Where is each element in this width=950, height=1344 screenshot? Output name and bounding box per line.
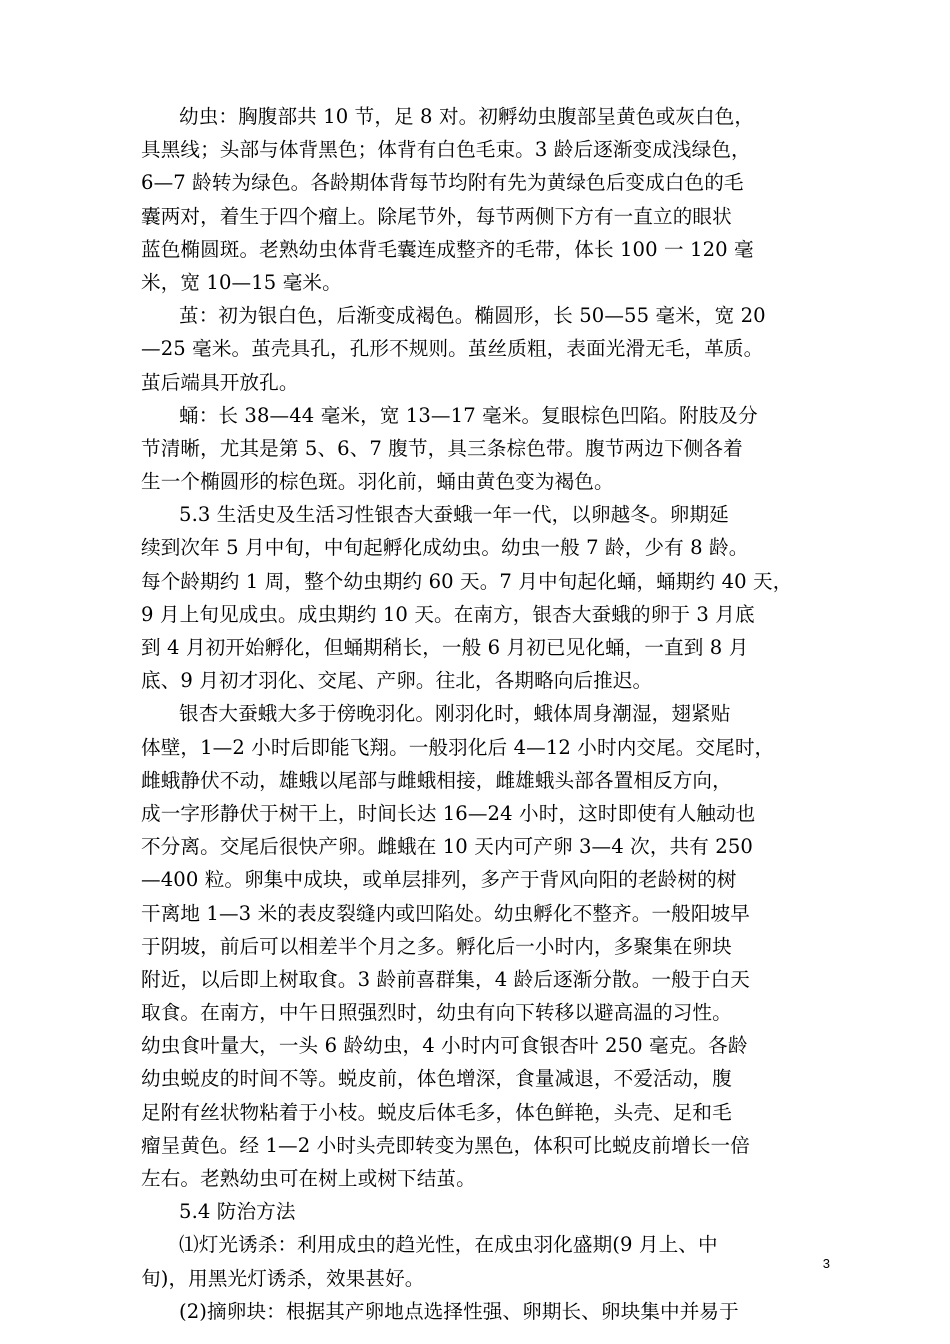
- document-body: [141, 100, 831, 1328]
- text-line: 到 4 月初开始孵化，但蛹期稍长，一般 6 月初已见化蛹，一直到 8 月: [141, 636, 749, 659]
- text-line: 蓝色椭圆斑。老熟幼虫体背毛囊连成整齐的毛带，体长 100 一 120 毫: [141, 237, 754, 261]
- page-number: 3: [822, 1256, 830, 1271]
- text-line: 囊两对，着生于四个瘤上。除尾节外，每节两侧下方有一直立的眼状: [141, 204, 732, 228]
- text-line: 瘤呈黄色。经 1—2 小时头壳即转变为黑色，体积可比蜕皮前增长一倍: [141, 1133, 750, 1157]
- text-line: 茧：初为银白色，后渐变成褐色。椭圆形，长 50—55 毫米，宽 20: [179, 304, 766, 328]
- text-line: 茧后端具开放孔。: [141, 370, 299, 394]
- text-line: 幼虫食叶量大，一头 6 龄幼虫，4 小时内可食银杏叶 250 毫克。各龄: [141, 1034, 748, 1058]
- text-line: (2)摘卵块：根据其产卵地点选择性强、卵期长、卵块集中并易于: [179, 1299, 739, 1323]
- text-line: 银杏大蚕蛾大多于傍晚羽化。刚羽化时，蛾体周身潮湿，翅紧贴: [179, 702, 731, 726]
- text-line: 续到次年 5 月中旬，中旬起孵化成幼虫。幼虫一般 7 龄，少有 8 龄。: [141, 536, 749, 560]
- text-line: 9 月上旬见成虫。成虫期约 10 天。在南方，银杏大蚕蛾的卵于 3 月底: [141, 602, 755, 626]
- text-line: 5.4 防治方法: [179, 1200, 296, 1224]
- text-line: 幼虫蜕皮的时间不等。蜕皮前，体色增深，食量减退，不爱活动，腹: [141, 1067, 732, 1091]
- text-line: 具黑线；头部与体背黑色；体背有白色毛束。3 龄后逐渐变成浅绿色，: [141, 138, 751, 162]
- text-line: 体壁，1—2 小时后即能飞翔。一般羽化后 4—12 小时内交尾。交尾时，: [141, 735, 775, 759]
- text-line: 生一个椭圆形的棕色斑。羽化前，蛹由黄色变为褐色。: [141, 470, 614, 494]
- text-line: 6—7 龄转为绿色。各龄期体背每节均附有先为黄绿色后变成白色的毛: [141, 171, 744, 195]
- text-line: 节清晰，尤其是第 5、6、7 腹节，具三条棕色带。腹节两边下侧各着: [141, 436, 743, 460]
- text-line: —25 毫米。茧壳具孔，孔形不规则。茧丝质粗，表面光滑无毛，革质。: [141, 337, 764, 361]
- text-line: 于阴坡，前后可以相差半个月之多。孵化后一小时内，多聚集在卵块: [141, 934, 732, 958]
- text-line: 附近，以后即上树取食。3 龄前喜群集，4 龄后逐渐分散。一般于白天: [141, 967, 750, 991]
- text-line: 干离地 1—3 米的表皮裂缝内或凹陷处。幼虫孵化不整齐。一般阳坡早: [141, 901, 750, 925]
- text-line: —400 粒。卵集中成块，或单层排列，多产于背风向阳的老龄树的树: [141, 868, 737, 892]
- text-line: 蛹：长 38—44 毫米，宽 13—17 毫米。复眼棕色凹陷。附肢及分: [179, 403, 758, 427]
- text-line: 米，宽 10—15 毫米。: [141, 270, 342, 294]
- text-line: 旬)，用黑光灯诱杀，效果甚好。: [141, 1266, 425, 1290]
- text-line: 不分离。交尾后很快产卵。雌蛾在 10 天内可产卵 3—4 次，共有 250: [141, 835, 753, 859]
- text-line: 成一字形静伏于树干上，时间长达 16—24 小时，这时即使有人触动也: [141, 801, 756, 825]
- text-line: 足附有丝状物粘着于小枝。蜕皮后体毛多，体色鲜艳，头壳、足和毛: [141, 1100, 732, 1124]
- text-line: 雌蛾静伏不动，雄蛾以尾部与雌蛾相接，雌雄蛾头部各置相反方向，: [141, 768, 732, 792]
- text-line: 取食。在南方，中午日照强烈时，幼虫有向下转移以避高温的习性。: [141, 1001, 732, 1025]
- text-line: 左右。老熟幼虫可在树上或树下结茧。: [141, 1167, 476, 1190]
- text-line: 5.3 生活史及生活习性银杏大蚕蛾一年一代，以卵越冬。卵期延: [179, 503, 729, 527]
- text-line: 幼虫：胸腹部共 10 节，足 8 对。初孵幼虫腹部呈黄色或灰白色，: [179, 105, 755, 128]
- text-line: 每个龄期约 1 周，整个幼虫期约 60 天。7 月中旬起化蛹，蛹期约 40 天，: [141, 569, 793, 593]
- text-line: ⑴灯光诱杀：利用成虫的趋光性，在成虫羽化盛期(9 月上、中: [179, 1233, 718, 1257]
- text-line: 底、9 月初才羽化、交尾、产卵。往北，各期略向后推迟。: [141, 669, 653, 693]
